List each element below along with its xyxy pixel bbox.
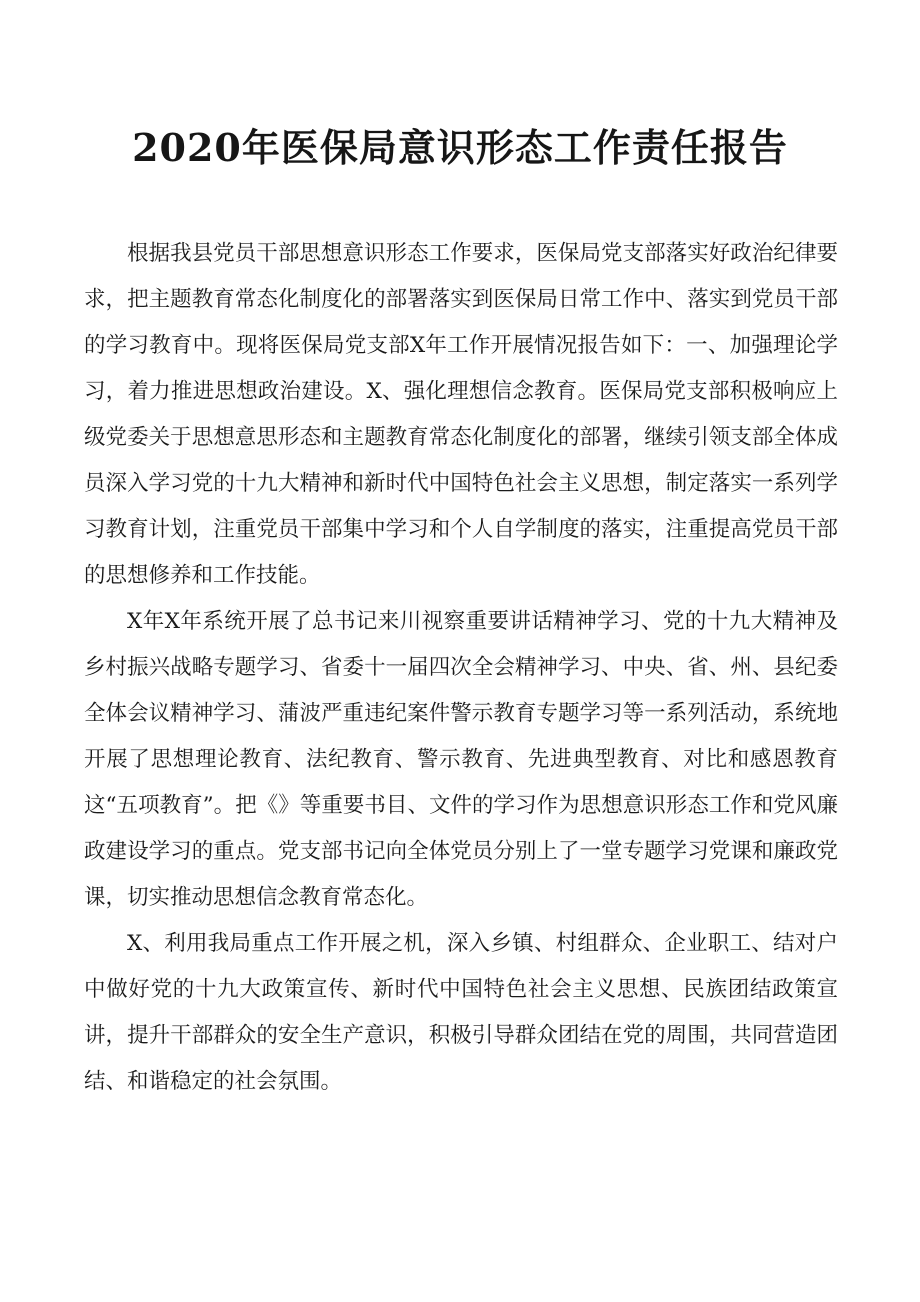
paragraph-2: X年X年系统开展了总书记来川视察重要讲话精神学习、党的十九大精神及乡村振兴战略专题学习、省委十一届四次全会精神学习、中央、省、州、县纪委全体会议精神学习、蒲波严重违纪案件警示教育专题学习等一系列活动，系统地开展了思想理论教育、法纪教育、警示教育、先进典型教育、对比和感恩教育这“五项教育”。把《》等重要书目、文件的学习作为思想意识形态工作和党风廉政建设学习的重点。党支部书记向全体党员分别上了一堂专题学习党课和廉政党课，切实推动思想信念教育常态化。 [84,609,838,910]
paragraph-1: 根据我县党员干部思想意识形态工作要求，医保局党支部落实好政治纪律要求，把主题教育常态化制度化的部署落实到医保局日常工作中、落实到党员干部的学习教育中。现将医保局党支部X年工作开展情况报告如下：一、加强理论学习，着力推进思想政治建设。X、强化理想信念教育。医保局党支部积极响应上级党委关于思想意思形态和主题教育常态化制度化的部署，继续引领支部全体成员深入学习党的十九大精神和新时代中国特色社会主义思想，制定落实一系列学习教育计划，注重党员干部集中学习和个人自学制度的落实，注重提高党员干部的思想修养和工作技能。 [84,241,838,588]
paragraph-3: X、利用我局重点工作开展之机，深入乡镇、村组群众、企业职工、结对户中做好党的十九大政策宣传、新时代中国特色社会主义思想、民族团结政策宣讲，提升干部群众的安全生产意识，积极引导群众团结在党的周围，共同营造团结、和谐稳定的社会氛围。 [84,931,838,1094]
document-body [84,231,838,1105]
document-title: 2020年医保局意识形态工作责任报告 [132,125,788,170]
